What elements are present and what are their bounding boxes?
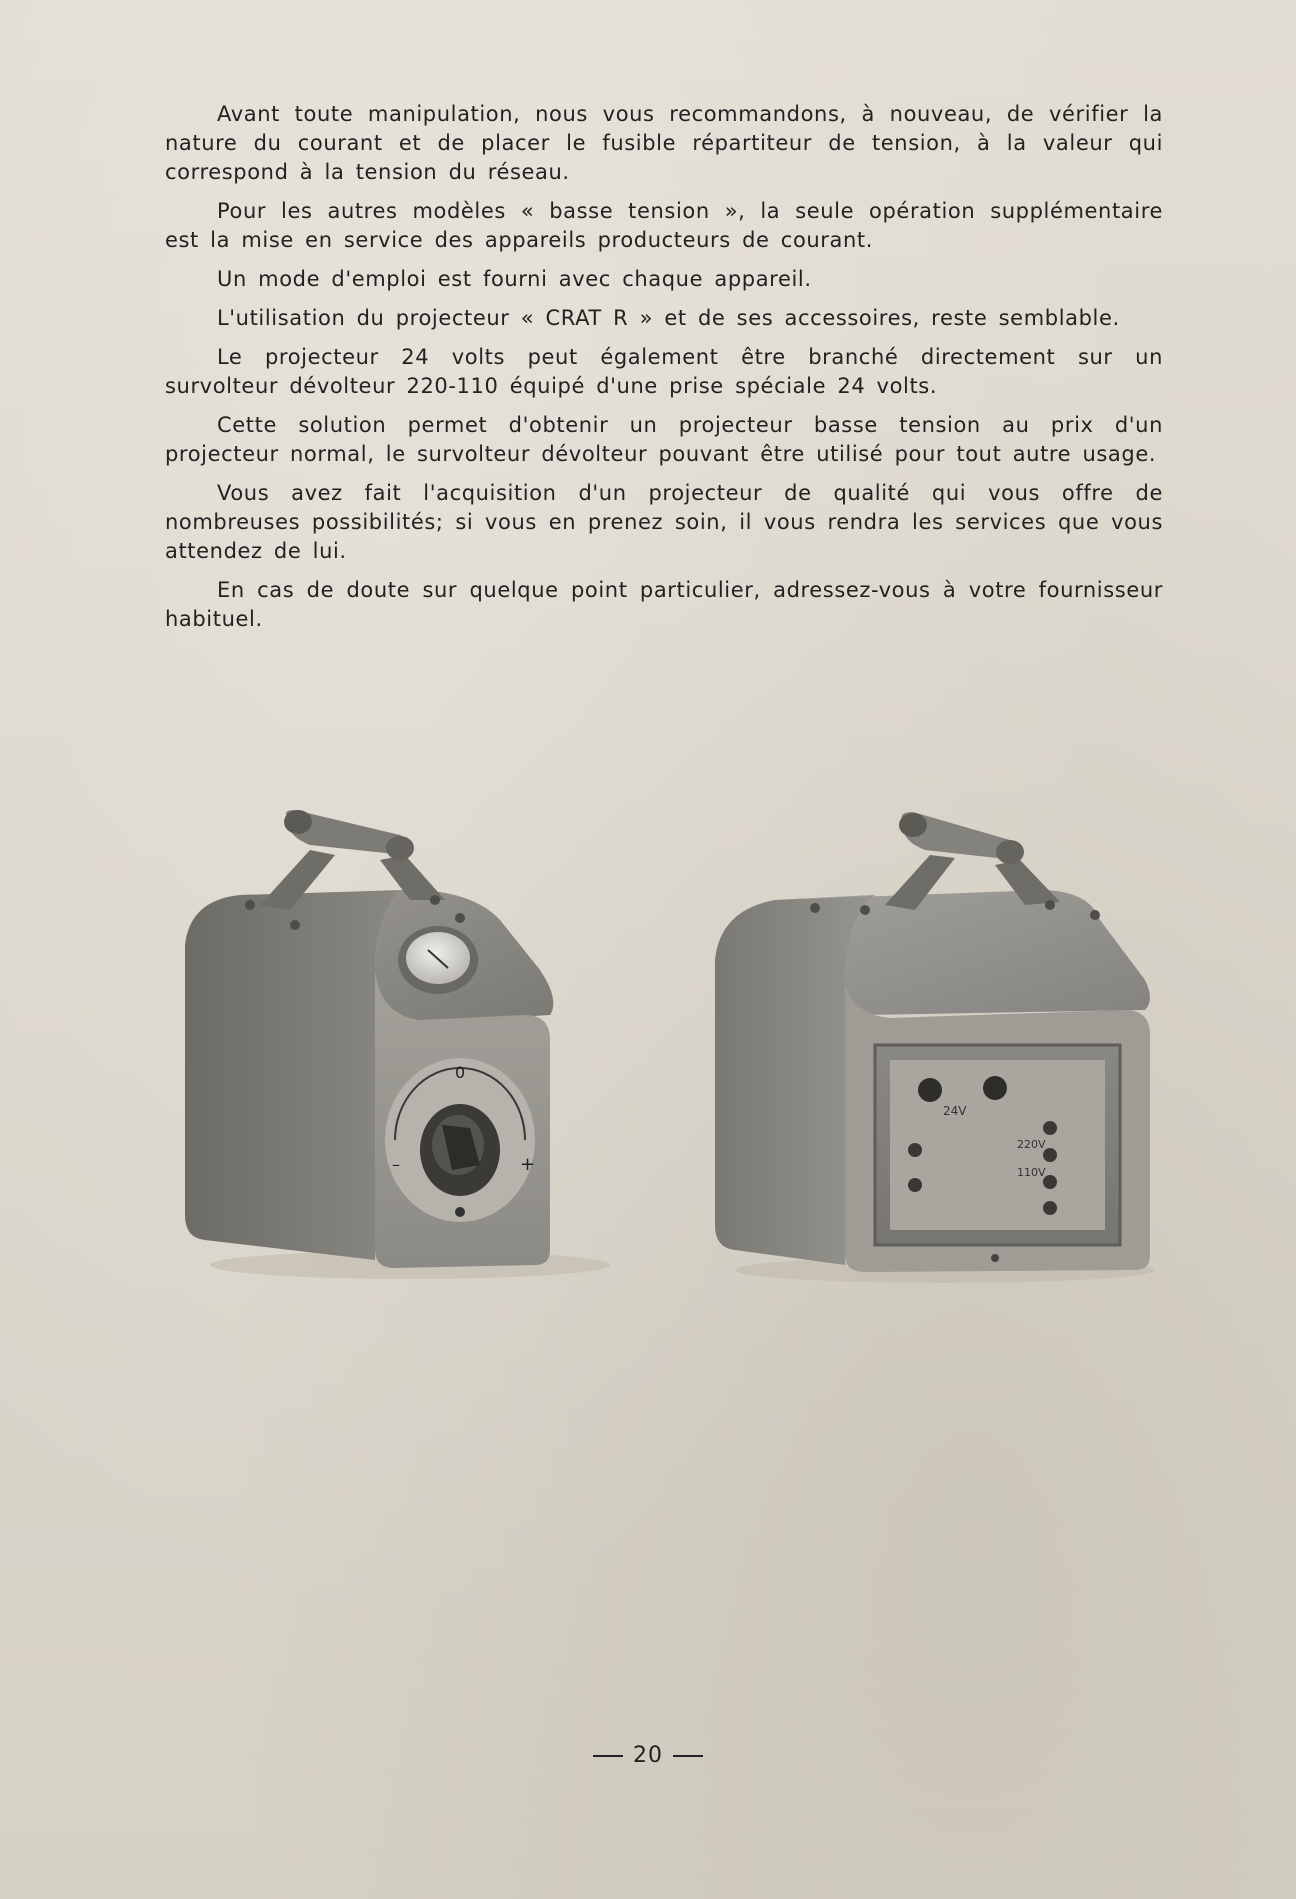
device-photos — [150, 790, 1190, 1310]
body-text — [165, 100, 1163, 644]
transformer-illustration-left — [170, 810, 640, 1310]
dash-right — [673, 1755, 703, 1757]
paragraph: Avant toute manipulation, nous vous recommandons, à nouveau, de vérifier la nature du courant et de placer le fusible répartiteur de tension, à la valeur qui correspond à la tension du réseau. — [165, 102, 1163, 184]
dial-minus-label: – — [392, 1155, 400, 1174]
paragraph: Cette solution permet d'obtenir un projecteur basse tension au prix d'un projecteur normal, le survolteur dévolteur pouvant être utilisé pour tout autre usage. — [165, 413, 1163, 466]
transformer-photo-right — [705, 810, 1185, 1310]
transformer-illustration-right — [705, 810, 1185, 1310]
paragraph: Pour les autres modèles « basse tension », la seule opération supplémentaire est la mise en service des appareils producteurs de courant. — [165, 199, 1163, 252]
page-number — [0, 1743, 1296, 1768]
paragraph: En cas de doute sur quelque point particulier, adressez-vous à votre fournisseur habituel. — [165, 578, 1163, 631]
paragraph: Le projecteur 24 volts peut également être branché directement sur un survolteur dévolteur 220-110 équipé d'une prise spéciale 24 volts. — [165, 345, 1163, 398]
dial-plus-label: + — [520, 1154, 536, 1175]
page-number-value: 20 — [633, 1743, 663, 1768]
transformer-photo-left — [170, 810, 640, 1310]
paragraph: Un mode d'emploi est fourni avec chaque appareil. — [217, 267, 812, 291]
dash-left — [593, 1755, 623, 1757]
label-110v: 110V — [1017, 1166, 1046, 1179]
dial-zero-label: 0 — [455, 1063, 466, 1082]
paragraph: L'utilisation du projecteur « CRAT R » et de ses accessoires, reste semblable. — [217, 306, 1120, 330]
label-24v: 24V — [943, 1104, 967, 1118]
label-220v: 220V — [1017, 1138, 1046, 1151]
paragraph: Vous avez fait l'acquisition d'un projecteur de qualité qui vous offre de nombreuses possibilités; si vous en prenez soin, il vous rendra les services que vous attendez de lui. — [165, 481, 1163, 563]
